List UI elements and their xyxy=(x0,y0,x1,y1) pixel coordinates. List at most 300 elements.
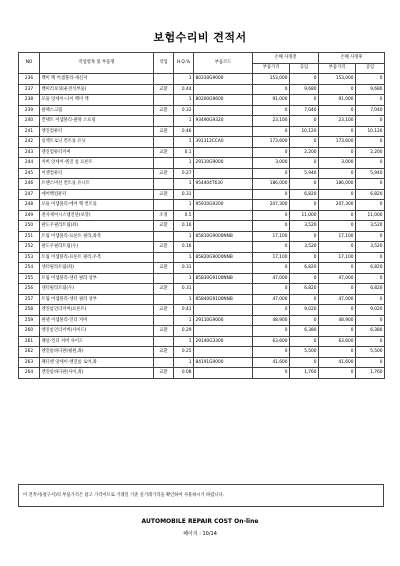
row-no: 246 xyxy=(19,179,40,190)
row-work xyxy=(154,315,174,326)
row-part-price-after: 0 xyxy=(319,210,356,221)
row-item-name: 컨택트 어셈블리-클락 스프링 xyxy=(40,116,154,127)
row-part-price-after: 0 xyxy=(319,347,356,358)
header-item-name: 작업항목 및 부품명 xyxy=(40,53,154,74)
row-hq: 1 xyxy=(174,200,194,211)
row-part-price-before: 0 xyxy=(253,263,290,274)
row-labor-before: 0 xyxy=(290,95,319,106)
row-part-price-before: 0 xyxy=(253,221,290,232)
row-item-name: 패널-언더 커버 사이드 xyxy=(40,336,154,347)
row-labor-after: 6,820 xyxy=(356,263,385,274)
row-labor-after: 0 xyxy=(356,336,385,347)
row-labor-after: 0 xyxy=(356,137,385,148)
row-part-price-after: 17,100 xyxy=(319,252,356,263)
header-labor-after: 공임 xyxy=(356,63,385,74)
row-labor-after: 6,820 xyxy=(356,189,385,200)
row-work xyxy=(154,294,174,305)
row-work: 교환 xyxy=(154,221,174,232)
row-part-code: 85840G9100NNB xyxy=(194,294,253,305)
row-part-price-before: 173,600 xyxy=(253,137,290,148)
table-row xyxy=(19,221,385,232)
row-part-price-before: 0 xyxy=(253,84,290,95)
row-part-code: 85820G9000NNB xyxy=(194,252,253,263)
row-no: 257 xyxy=(19,294,40,305)
row-part-code xyxy=(194,126,253,137)
row-labor-before: 0 xyxy=(290,179,319,190)
header-labor-before: 공임 xyxy=(290,63,319,74)
row-labor-after: 0 xyxy=(356,158,385,169)
row-work: 교환 xyxy=(154,126,174,137)
row-hq: 1 xyxy=(174,231,194,242)
row-hq: 1 xyxy=(174,294,194,305)
row-part-code: 84191G9000 xyxy=(194,357,253,368)
table-row xyxy=(19,347,385,358)
row-part-code xyxy=(194,105,253,116)
row-item-name: 커버 앗세이-엔진 룸 프론트 xyxy=(40,158,154,169)
row-part-code xyxy=(194,221,253,232)
row-part-code xyxy=(194,242,253,253)
row-no: 240 xyxy=(19,116,40,127)
row-part-code xyxy=(194,84,253,95)
row-part-price-after: 0 xyxy=(319,305,356,316)
row-part-code: 85830G9100NNB xyxy=(194,273,253,284)
row-no: 239 xyxy=(19,105,40,116)
row-labor-after: 7,040 xyxy=(356,105,385,116)
row-part-price-after: 0 xyxy=(319,189,356,200)
row-item-name: 백미러보징(운전석부품) xyxy=(40,84,154,95)
row-part-price-before: 0 xyxy=(253,126,290,137)
row-hq: 0.44 xyxy=(174,84,194,95)
row-labor-before: 2,200 xyxy=(290,147,319,158)
row-hq: 1 xyxy=(174,116,194,127)
row-hq: 1 xyxy=(174,357,194,368)
row-part-code xyxy=(194,326,253,337)
row-labor-before: 7,040 xyxy=(290,105,319,116)
header-no: NO xyxy=(19,53,40,74)
table-row xyxy=(19,137,385,148)
row-part-price-after: 0 xyxy=(319,326,356,337)
row-item-name: 모듈 앗세이-니이 백미 액 xyxy=(40,95,154,106)
row-no: 264 xyxy=(19,368,40,379)
row-labor-after: 0 xyxy=(356,252,385,263)
table-row xyxy=(19,326,385,337)
row-hq: 0.08 xyxy=(174,368,194,379)
row-item-name: 엔진컴퓨터커버 xyxy=(40,147,154,158)
row-part-code xyxy=(194,210,253,221)
row-part-price-after: 207,300 xyxy=(319,200,356,211)
row-work xyxy=(154,273,174,284)
row-labor-after: 0 xyxy=(356,179,385,190)
row-part-price-before: 23,100 xyxy=(253,116,290,127)
row-part-price-after: 173,600 xyxy=(319,137,356,148)
row-no: 254 xyxy=(19,263,40,274)
row-labor-before: 0 xyxy=(290,74,319,85)
footer-brand: AUTOMOBILE REPAIR COST On-line xyxy=(141,518,259,525)
row-part-code xyxy=(194,284,253,295)
row-labor-before: 0 xyxy=(290,357,319,368)
row-labor-after: 1,760 xyxy=(356,368,385,379)
row-work: 교환 xyxy=(154,84,174,95)
row-no: 259 xyxy=(19,315,40,326)
table-row xyxy=(19,368,385,379)
row-work xyxy=(154,95,174,106)
row-no: 242 xyxy=(19,137,40,148)
row-hq: 0.31 xyxy=(174,284,194,295)
row-labor-after: 0 xyxy=(356,95,385,106)
row-part-code: 391312CCA0 xyxy=(194,137,253,148)
row-item-name: 클랙스크림 xyxy=(40,105,154,116)
row-part-price-before: 48,900 xyxy=(253,315,290,326)
row-part-price-after: 0 xyxy=(319,105,356,116)
row-hq: 0.29 xyxy=(174,326,194,337)
row-hq: 1 xyxy=(174,74,194,85)
row-work: 교환 xyxy=(154,242,174,253)
row-labor-after: 11,000 xyxy=(356,210,385,221)
row-work xyxy=(154,231,174,242)
row-work xyxy=(154,357,174,368)
row-item-name: 트림 어셈블리-프론트 필라,좌측 xyxy=(40,231,154,242)
row-labor-after: 0 xyxy=(356,74,385,85)
row-labor-before: 0 xyxy=(290,137,319,148)
row-no: 258 xyxy=(19,305,40,316)
row-part-price-after: 47,000 xyxy=(319,273,356,284)
row-labor-after: 0 xyxy=(356,315,385,326)
row-work: 교환 xyxy=(154,147,174,158)
row-no: 253 xyxy=(19,252,40,263)
row-labor-before: 0 xyxy=(290,252,319,263)
row-labor-before: 6,380 xyxy=(290,326,319,337)
row-no: 251 xyxy=(19,231,40,242)
row-part-code xyxy=(194,147,253,158)
table-row xyxy=(19,294,385,305)
row-hq: 1 xyxy=(174,179,194,190)
row-no: 248 xyxy=(19,200,40,211)
table-row xyxy=(19,74,385,85)
table-row xyxy=(19,105,385,116)
row-part-price-before: 0 xyxy=(253,168,290,179)
table-row xyxy=(19,336,385,347)
row-part-price-after: 0 xyxy=(319,147,356,158)
row-labor-after: 0 xyxy=(356,200,385,211)
row-labor-before: 5,940 xyxy=(290,168,319,179)
row-no: 236 xyxy=(19,74,40,85)
row-labor-after: 6,820 xyxy=(356,284,385,295)
table-row xyxy=(19,84,385,95)
row-part-price-before: 41,600 xyxy=(253,357,290,368)
row-hq: 0.41 xyxy=(174,305,194,316)
row-hq: 0.1 xyxy=(174,147,194,158)
row-part-code: 29110G9000 xyxy=(194,315,253,326)
row-hq: 0.27 xyxy=(174,168,194,179)
table-row xyxy=(19,231,385,242)
row-hq: 1 xyxy=(174,336,194,347)
row-part-price-after: 23,100 xyxy=(319,116,356,127)
row-labor-before: 0 xyxy=(290,336,319,347)
row-labor-before: 0 xyxy=(290,294,319,305)
row-item-name: 엔진룸언더커버(사이드) xyxy=(40,326,154,337)
row-no: 260 xyxy=(19,326,40,337)
row-part-price-before: 3,000 xyxy=(253,158,290,169)
header-hq: H.Q.% xyxy=(174,53,194,74)
row-item-name: 엔진룸바디판(사이,좌) xyxy=(40,368,154,379)
row-labor-after: 5,940 xyxy=(356,168,385,179)
table-row xyxy=(19,210,385,221)
row-part-code: 29110G9000 xyxy=(194,158,253,169)
row-no: 256 xyxy=(19,284,40,295)
row-hq: 1 xyxy=(174,252,194,263)
row-part-price-after: 0 xyxy=(319,242,356,253)
row-hq: 0.25 xyxy=(174,347,194,358)
row-labor-before: 9,680 xyxy=(290,84,319,95)
row-no: 263 xyxy=(19,357,40,368)
row-part-price-before: 0 xyxy=(253,105,290,116)
row-part-code xyxy=(194,189,253,200)
row-work: 교환 xyxy=(154,168,174,179)
row-work: 교환 xyxy=(154,326,174,337)
row-part-price-before: 0 xyxy=(253,284,290,295)
row-part-price-before: 0 xyxy=(253,326,290,337)
table-row xyxy=(19,273,385,284)
row-part-price-after: 0 xyxy=(319,368,356,379)
row-item-name: 엔진룸언더커버(프론트) xyxy=(40,305,154,316)
row-labor-after: 0 xyxy=(356,231,385,242)
row-no: 252 xyxy=(19,242,40,253)
row-labor-before: 6,820 xyxy=(290,263,319,274)
header-work: 작업 xyxy=(154,53,174,74)
table-row xyxy=(19,179,385,190)
row-item-name: 센터필라트림(좌) xyxy=(40,263,154,274)
table-row xyxy=(19,147,385,158)
row-part-price-after: 3,000 xyxy=(319,158,356,169)
row-labor-after: 5,500 xyxy=(356,347,385,358)
row-hq: 0.46 xyxy=(174,126,194,137)
row-no: 261 xyxy=(19,336,40,347)
row-labor-before: 3,520 xyxy=(290,221,319,232)
row-part-price-after: 186,000 xyxy=(319,179,356,190)
row-item-name: 트림 어셈블리-프론트 필라,우측 xyxy=(40,252,154,263)
row-item-name: 판넬 어셈블리-언더 커버 xyxy=(40,315,154,326)
header-part-code: 부품코드 xyxy=(194,53,253,74)
row-part-code: 80310G9000 xyxy=(194,74,253,85)
table-row xyxy=(19,242,385,253)
row-no: 247 xyxy=(19,189,40,200)
row-item-name: 실렉트로닉 컨트롤 유닛 xyxy=(40,137,154,148)
row-labor-after: 0 xyxy=(356,273,385,284)
row-part-price-after: 0 xyxy=(319,284,356,295)
row-item-name: 엔진컴퓨터 xyxy=(40,126,154,137)
row-part-price-before: 0 xyxy=(253,305,290,316)
header-after-adjust: 손해 사정후 xyxy=(319,53,385,64)
row-hq: 0.16 xyxy=(174,242,194,253)
row-no: 237 xyxy=(19,84,40,95)
row-part-price-before: 0 xyxy=(253,368,290,379)
row-labor-after: 0 xyxy=(356,294,385,305)
row-part-price-before: 207,300 xyxy=(253,200,290,211)
row-part-price-before: 0 xyxy=(253,189,290,200)
row-labor-before: 1,760 xyxy=(290,368,319,379)
row-labor-after: 2,200 xyxy=(356,147,385,158)
row-hq: 1 xyxy=(174,95,194,106)
table-row xyxy=(19,200,385,211)
row-hq: 1 xyxy=(174,137,194,148)
row-work: 교환 xyxy=(154,105,174,116)
row-part-code xyxy=(194,368,253,379)
row-part-price-after: 63,600 xyxy=(319,336,356,347)
row-part-code: 93490G9320 xyxy=(194,116,253,127)
row-item-name: 에어백컴퓨터 xyxy=(40,189,154,200)
document-title: 보험수리비 견적서 xyxy=(153,31,247,44)
row-work xyxy=(154,74,174,85)
row-no: 241 xyxy=(19,126,40,137)
row-part-price-before: 186,000 xyxy=(253,179,290,190)
row-hq: 1 xyxy=(174,273,194,284)
row-no: 238 xyxy=(19,95,40,106)
row-work: 교환 xyxy=(154,305,174,316)
row-item-name: 백미 백 어셈블리-새신저 xyxy=(40,74,154,85)
row-part-code: 80200G9600 xyxy=(194,95,253,106)
row-part-price-after: 153,000 xyxy=(319,74,356,85)
row-work: 조정 xyxy=(154,210,174,221)
header-before-adjust: 손해 사정전 xyxy=(253,53,319,64)
row-no: 245 xyxy=(19,168,40,179)
row-no: 243 xyxy=(19,147,40,158)
table-row xyxy=(19,126,385,137)
row-part-price-after: 17,100 xyxy=(319,231,356,242)
row-item-name: 이엔컴퓨터 xyxy=(40,168,154,179)
header-part-price-after: 부품가격 xyxy=(319,63,356,74)
row-hq: 0.5 xyxy=(174,210,194,221)
table-row xyxy=(19,168,385,179)
row-part-price-before: 0 xyxy=(253,147,290,158)
row-part-price-after: 41,600 xyxy=(319,357,356,368)
row-part-price-before: 17,100 xyxy=(253,252,290,263)
row-labor-before: 0 xyxy=(290,231,319,242)
row-labor-after: 0 xyxy=(356,357,385,368)
row-labor-before: 0 xyxy=(290,273,319,284)
row-part-code xyxy=(194,305,253,316)
row-part-price-after: 0 xyxy=(319,84,356,95)
table-row xyxy=(19,158,385,169)
table-row xyxy=(19,305,385,316)
row-labor-before: 10,120 xyxy=(290,126,319,137)
table-row xyxy=(19,315,385,326)
row-hq: 1 xyxy=(174,315,194,326)
row-item-name: 모듈 어셈블리-에어 백 컨트롤 xyxy=(40,200,154,211)
row-part-code: 85810G9000NNB xyxy=(194,231,253,242)
row-item-name: 센터필라트림(우) xyxy=(40,284,154,295)
row-labor-before: 3,520 xyxy=(290,242,319,253)
row-part-price-before: 0 xyxy=(253,210,290,221)
row-item-name: 판도우필라트림(우) xyxy=(40,242,154,253)
row-part-price-after: 48,900 xyxy=(319,315,356,326)
row-part-code: 954404T630 xyxy=(194,179,253,190)
row-labor-after: 3,520 xyxy=(356,242,385,253)
row-work xyxy=(154,336,174,347)
row-part-price-before: 91,000 xyxy=(253,95,290,106)
row-work: 교환 xyxy=(154,284,174,295)
row-labor-after: 3,520 xyxy=(356,221,385,232)
row-work: 교환 xyxy=(154,189,174,200)
row-item-name: 패디엔 앗세이-엔진룸 로어,좌 xyxy=(40,357,154,368)
row-labor-before: 0 xyxy=(290,116,319,127)
row-hq: 0.31 xyxy=(174,189,194,200)
row-hq: 0.32 xyxy=(174,105,194,116)
row-work: 교환 xyxy=(154,263,174,274)
row-no: 262 xyxy=(19,347,40,358)
table-row xyxy=(19,189,385,200)
row-part-code xyxy=(194,263,253,274)
row-hq: 0.16 xyxy=(174,221,194,232)
row-labor-before: 6,820 xyxy=(290,284,319,295)
table-row xyxy=(19,284,385,295)
row-part-price-before: 47,000 xyxy=(253,273,290,284)
row-part-price-before: 0 xyxy=(253,242,290,253)
table-row xyxy=(19,95,385,106)
header-part-price-before: 부품가격 xyxy=(253,63,290,74)
row-work: 교환 xyxy=(154,347,174,358)
row-labor-before: 11,000 xyxy=(290,210,319,221)
row-part-price-after: 0 xyxy=(319,263,356,274)
row-work xyxy=(154,179,174,190)
row-labor-after: 0 xyxy=(356,116,385,127)
row-hq: 1 xyxy=(174,158,194,169)
row-part-price-after: 0 xyxy=(319,168,356,179)
row-labor-after: 6,380 xyxy=(356,326,385,337)
row-labor-before: 0 xyxy=(290,158,319,169)
row-no: 250 xyxy=(19,221,40,232)
row-labor-before: 0 xyxy=(290,315,319,326)
row-item-name: 판도우필라트림(좌) xyxy=(40,221,154,232)
row-work xyxy=(154,158,174,169)
row-part-price-before: 47,000 xyxy=(253,294,290,305)
row-part-code xyxy=(194,347,253,358)
row-labor-after: 9,020 xyxy=(356,305,385,316)
row-part-price-before: 153,000 xyxy=(253,74,290,85)
row-labor-after: 10,120 xyxy=(356,126,385,137)
row-work xyxy=(154,137,174,148)
disclaimer-note: 이 견적서(청구서)의 부품가격은 참고 가격이므로 거래일 기준 실거래가격을 확인하여 사용하시기 바랍니다. xyxy=(18,484,384,507)
row-part-code xyxy=(194,168,253,179)
row-labor-before: 9,020 xyxy=(290,305,319,316)
row-part-code: 95910G9200 xyxy=(194,200,253,211)
row-part-price-before: 17,100 xyxy=(253,231,290,242)
table-row xyxy=(19,116,385,127)
row-labor-after: 9,680 xyxy=(356,84,385,95)
row-work xyxy=(154,252,174,263)
row-labor-before: 5,500 xyxy=(290,347,319,358)
row-item-name: 트림 어셈블리-센터 필라 상부 xyxy=(40,294,154,305)
row-part-code: 29140G3300 xyxy=(194,336,253,347)
row-part-price-after: 0 xyxy=(319,221,356,232)
row-item-name: 엔진룸바디판(평편,좌) xyxy=(40,347,154,358)
row-hq: 0.31 xyxy=(174,263,194,274)
row-no: 255 xyxy=(19,273,40,284)
estimate-table xyxy=(18,52,385,379)
row-part-price-before: 0 xyxy=(253,347,290,358)
row-part-price-after: 47,000 xyxy=(319,294,356,305)
row-part-price-before: 63,600 xyxy=(253,336,290,347)
row-work: 교환 xyxy=(154,368,174,379)
table-row xyxy=(19,252,385,263)
table-row xyxy=(19,357,385,368)
row-no: 244 xyxy=(19,158,40,169)
row-work xyxy=(154,116,174,127)
row-labor-before: 6,820 xyxy=(290,189,319,200)
row-item-name: 전자제어시스템진단(보강) xyxy=(40,210,154,221)
row-no: 249 xyxy=(19,210,40,221)
row-labor-before: 0 xyxy=(290,200,319,211)
row-item-name: 트랜스미션 컨트롤 유니트 xyxy=(40,179,154,190)
